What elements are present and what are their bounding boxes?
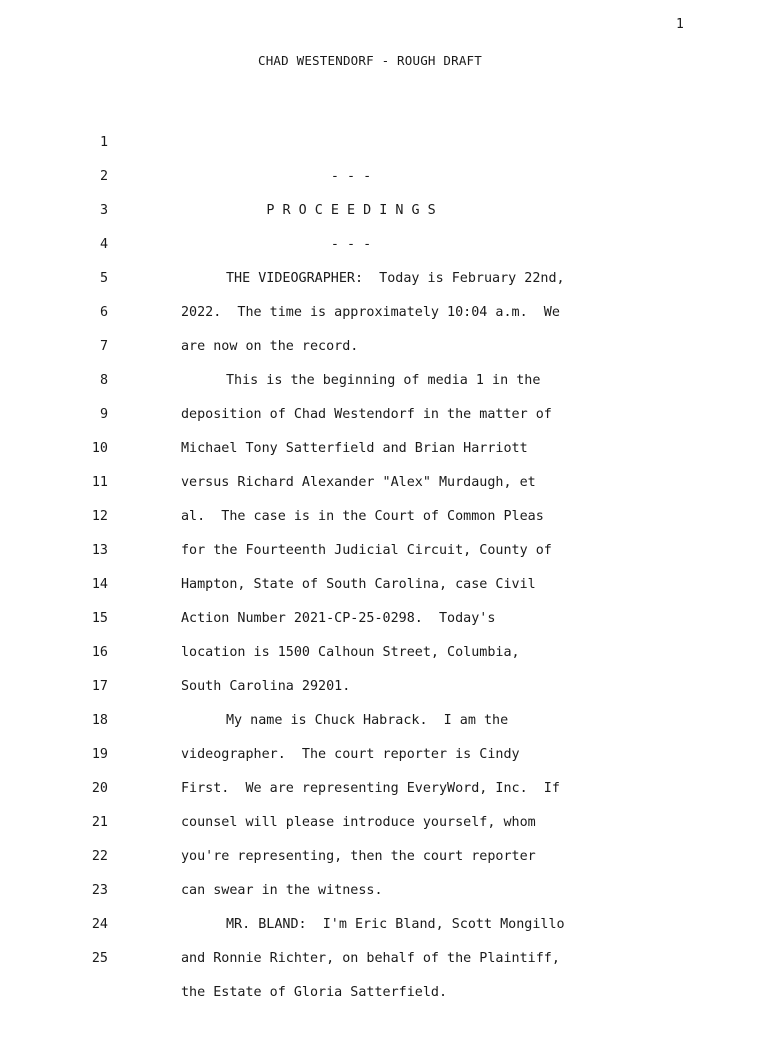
line-text: - - - — [330, 237, 372, 252]
line-text: counsel will please introduce yourself, whom — [181, 815, 536, 830]
line-number: 17 — [91, 679, 108, 694]
line-text: you're representing, then the court reporter — [181, 849, 536, 864]
line-text: My name is Chuck Habrack. I am the — [226, 713, 509, 728]
line-number: 9 — [99, 407, 108, 422]
line-number: 10 — [91, 441, 108, 456]
line-text: are now on the record. — [181, 339, 359, 354]
line-text: the Estate of Gloria Satterfield. — [181, 985, 448, 1000]
line-number: 7 — [99, 339, 108, 354]
transcript-line — [0, 92, 768, 184]
line-number: 21 — [91, 815, 108, 830]
line-number: 13 — [91, 543, 108, 558]
line-text: Hampton, State of South Carolina, case Civil — [181, 577, 536, 592]
proceedings-heading: P R O C E E D I N G S — [266, 203, 436, 218]
transcript-line — [0, 194, 768, 286]
line-text: versus Richard Alexander "Alex" Murdaugh, et — [181, 475, 536, 490]
line-text: and Ronnie Richter, on behalf of the Plaintiff, — [181, 951, 560, 966]
line-text: 2022. The time is approximately 10:04 a.m. We — [181, 305, 560, 320]
transcript-body — [0, 92, 768, 1000]
line-number: 8 — [99, 373, 108, 388]
line-number: 12 — [91, 509, 108, 524]
line-number: 22 — [91, 849, 108, 864]
line-text: deposition of Chad Westendorf in the matter of — [181, 407, 552, 422]
line-text: This is the beginning of media 1 in the — [226, 373, 541, 388]
line-text: MR. BLAND: I'm Eric Bland, Scott Mongillo — [226, 917, 565, 932]
line-number: 11 — [91, 475, 108, 490]
line-number: 5 — [99, 271, 108, 286]
line-number: 16 — [91, 645, 108, 660]
line-number: 4 — [99, 237, 108, 252]
line-number: 3 — [99, 203, 108, 218]
page-number: 1 — [676, 17, 684, 32]
line-text: South Carolina 29201. — [181, 679, 351, 694]
line-number: 1 — [99, 135, 108, 150]
line-text: Michael Tony Satterfield and Brian Harriott — [181, 441, 528, 456]
line-number: 6 — [99, 305, 108, 320]
line-text: videographer. The court reporter is Cindy — [181, 747, 520, 762]
line-text: for the Fourteenth Judicial Circuit, County of — [181, 543, 552, 558]
transcript-line — [0, 126, 768, 218]
line-number: 23 — [91, 883, 108, 898]
line-text: THE VIDEOGRAPHER: Today is February 22nd, — [226, 271, 565, 286]
line-number: 18 — [91, 713, 108, 728]
line-number: 2 — [99, 169, 108, 184]
line-number: 15 — [91, 611, 108, 626]
line-text: al. The case is in the Court of Common Pleas — [181, 509, 544, 524]
line-text: First. We are representing EveryWord, Inc. If — [181, 781, 560, 796]
line-text: can swear in the witness. — [181, 883, 383, 898]
line-text: Action Number 2021-CP-25-0298. Today's — [181, 611, 496, 626]
line-number: 25 — [91, 951, 108, 966]
line-text: - - - — [330, 169, 372, 184]
line-number: 20 — [91, 781, 108, 796]
line-text: location is 1500 Calhoun Street, Columbia, — [181, 645, 520, 660]
line-number: 19 — [91, 747, 108, 762]
page-header: CHAD WESTENDORF - ROUGH DRAFT — [257, 53, 483, 68]
line-number: 14 — [91, 577, 108, 592]
line-number: 24 — [91, 917, 108, 932]
